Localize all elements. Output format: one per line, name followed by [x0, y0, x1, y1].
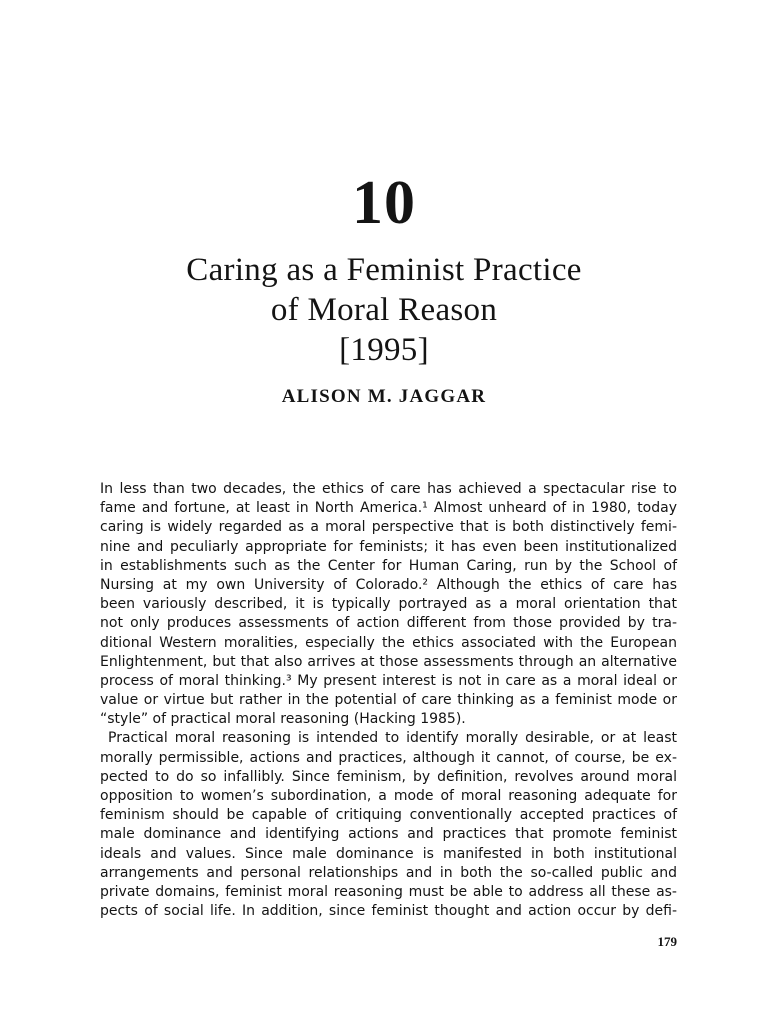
chapter-author: ALISON M. JAGGAR [281, 386, 487, 407]
text-line: nine and peculiarly appropriate for feminists; it has even been institutionalized [100, 538, 677, 555]
text-line: private domains, feminist moral reasoning must be able to address all these as- [100, 883, 677, 900]
text-line: been variously described, it is typically portrayed as a moral orientation that [100, 596, 677, 613]
text-line: In less than two decades, the ethics of care has achieved a spectacular rise to [100, 481, 677, 497]
text-line: fame and fortune, at least in North America.¹ Almost unheard of in 1980, today [100, 500, 677, 517]
chapter-title-line: of Moral Reason [270, 292, 498, 328]
text-line: caring is widely regarded as a moral perspective that is both distinctively femi- [100, 519, 677, 536]
chapter-title-line: Caring as a Feminist Practice [186, 252, 582, 288]
text-line: arrangements and personal relationships and in both the so-called public and [100, 864, 677, 881]
chapter-title [0, 250, 768, 370]
text-line: feminism should be capable of critiquing conventionally accepted practices of [100, 807, 677, 824]
chapter-year: [1995] [339, 332, 429, 368]
text-line: pects of social life. In addition, since feminist thought and action occur by defi- [100, 903, 677, 920]
text-line: Practical moral reasoning is intended to identify morally desirable, or at least [108, 730, 677, 747]
text-line: in establishments such as the Center for Human Caring, run by the School of [100, 557, 677, 574]
text-line: process of moral thinking.³ My present interest is not in care as a moral ideal or [100, 672, 677, 689]
page-number: 179 [657, 934, 677, 949]
chapter-number: 10 [352, 169, 416, 237]
text-line: male dominance and identifying actions and practices that promote feminist [100, 826, 677, 843]
text-line: ideals and values. Since male dominance is manifested in both institutional [100, 845, 677, 862]
text-line: pected to do so infallibly. Since feminism, by definition, revolves around moral [100, 768, 677, 785]
text-line: “style” of practical moral reasoning (Hacking 1985). [100, 711, 466, 728]
text-line: not only produces assessments of action different from those provided by tra- [100, 615, 677, 632]
text-line: Nursing at my own University of Colorado.² Although the ethics of care has [100, 576, 677, 593]
text-line: morally permissible, actions and practices, although it cannot, of course, be ex- [100, 749, 677, 766]
text-line: Enlightenment, but that also arrives at those assessments through an alternative [100, 653, 677, 670]
body-text [100, 480, 677, 921]
text-line: value or virtue but rather in the potential of care thinking as a feminist mode or [100, 692, 677, 709]
text-line: opposition to women’s subordination, a mode of moral reasoning adequate for [100, 788, 677, 804]
text-line: ditional Western moralities, especially the ethics associated with the European [100, 634, 677, 651]
